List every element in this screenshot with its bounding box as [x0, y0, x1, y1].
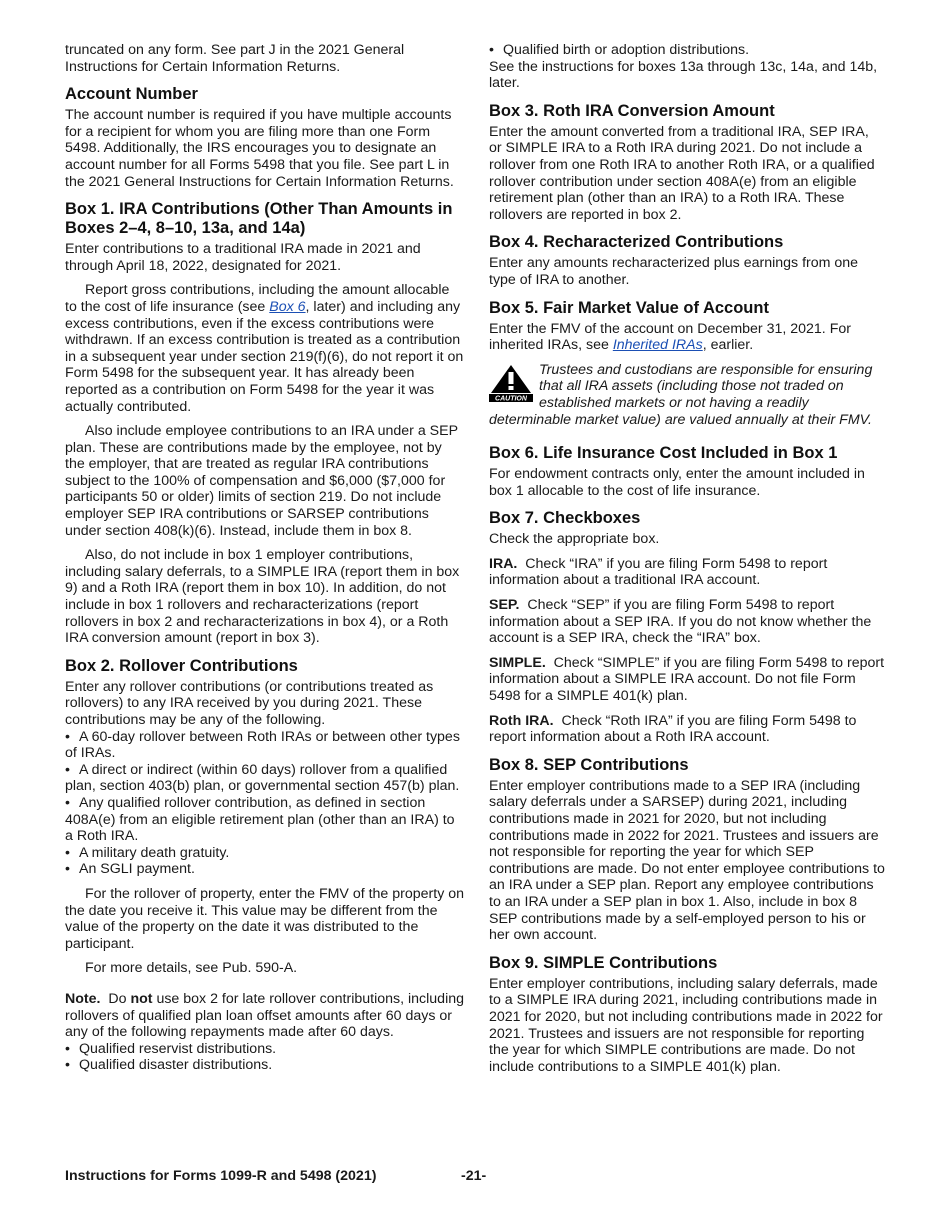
- box2-p2: For the rollover of property, enter the FMV of the property on the date you receive it. This value may be different from the value of the property on the date it was distributed to the participant.: [65, 885, 465, 952]
- box4-heading: Box 4. Recharacterized Contributions: [489, 233, 784, 252]
- box7-item-sep: [489, 597, 885, 647]
- account-number-text: The account number is required if you have multiple accounts for a recipient for whom you are filing more than one Form 5498. Additionally, the IRS encourages you to designate an account number for all Forms 5498 that you file. See part L in the 2021 General Instructions for Certain Information Returns.: [65, 107, 454, 190]
- list-item: • Qualified reservist distributions.: [65, 1040, 277, 1057]
- box1-heading: Box 1. IRA Contributions (Other Than Amounts in Boxes 2–4, 8–10, 13a, and 14a): [65, 200, 453, 238]
- list-item: • A military death gratuity.: [65, 844, 230, 861]
- box8-text: Enter employer contributions made to a SEP IRA (including salary deferrals under a SARSEP) during 2021, including contributions made in 2021 for 2020, but not including contributions made in 2022 for 2021. Trustees and issuers are not responsible for reporting the year for which SEP contributions are made. Do not enter employee contributions to an IRA under a SEP plan. Report any employee contributions to an IRA under a SEP plan in box 1. Also, include in box 8 SEP contributions made by a self-employed person to his or her own account.: [489, 777, 885, 944]
- box1-p2: [65, 282, 465, 415]
- box2-p3: For more details, see Pub. 590-A.: [85, 960, 298, 977]
- list-item-text: An SGLI payment.: [79, 861, 195, 878]
- item-lead: SEP.: [489, 597, 520, 614]
- item-text: Check “Roth IRA” if you are filing Form 5498 to report information about a Roth IRA account.: [489, 712, 857, 746]
- box2-note: [65, 991, 465, 1041]
- box5-text-a: Enter the FMV of the account on December 31, 2021. For inherited IRAs, see: [489, 320, 851, 354]
- box6-text: For endowment contracts only, enter the amount included in box 1 allocable to the cost of life insurance.: [489, 466, 865, 499]
- item-lead: SIMPLE.: [489, 654, 546, 671]
- list-item-text: A military death gratuity.: [79, 844, 230, 861]
- box6-heading: Box 6. Life Insurance Cost Included in Box 1: [489, 444, 838, 463]
- box5-heading: Box 5. Fair Market Value of Account: [489, 298, 769, 317]
- box2-p1: Enter any rollover contributions (or contributions treated as rollovers) to any IRA received by you during 2021. These contributions may be any of the following.: [65, 678, 434, 728]
- list-item-text: Any qualified rollover contribution, as defined in section 408A(e) from an eligible retirement plan (other than an IRA) to a Roth IRA.: [65, 794, 455, 845]
- right-column: [489, 42, 885, 1083]
- box4-text: Enter any amounts recharacterized plus earnings from one type of IRA to another.: [489, 255, 859, 288]
- note-text-a: Do: [108, 990, 131, 1007]
- page-number: -21-: [461, 1168, 487, 1184]
- list-item-text: A 60-day rollover between Roth IRAs or between other types of IRAs.: [65, 728, 460, 762]
- page-footer: [65, 1168, 885, 1185]
- caution-note: [489, 362, 885, 428]
- list-item: • A direct or indirect (within 60 days) rollover from a qualified plan, section 403(b) plan, or governmental section 457(b) plan.: [65, 761, 460, 795]
- note-text-b: use box 2 for late rollover contributions, including rollovers of qualified plan loan offset amounts after 60 days or any of the following repayments made after 60 days.: [65, 990, 465, 1041]
- box7-heading: Box 7. Checkboxes: [489, 509, 641, 528]
- box7-intro: Check the appropriate box.: [489, 531, 660, 548]
- box7-item-simple: [489, 655, 885, 705]
- note-lead: Note.: [65, 990, 101, 1007]
- box6-link[interactable]: Box 6: [269, 298, 306, 315]
- item-lead: IRA.: [489, 555, 518, 572]
- list-item-text: Qualified reservist distributions.: [79, 1040, 277, 1057]
- box1-p4: Also, do not include in box 1 employer contributions, including salary deferrals, to a SIMPLE IRA (report them in box 9) and a Roth IRA (report them in box 10). In addition, do not include in box 1 rollovers and recharacterizations (report rollovers in box 2 and recharacterizations in box 4), or a Roth IRA conversion amount (report in box 3).: [65, 547, 460, 647]
- box1-p1: Enter contributions to a traditional IRA made in 2021 and through April 18, 2022, designated for 2021.: [65, 241, 421, 274]
- box7-item-roth: [489, 713, 885, 746]
- box9-text: Enter employer contributions, including salary deferrals, made to a SIMPLE IRA during 2021, including contributions made in 2021 for 2020, but not including contributions made in 2022 for 2021. Trustees and issuers are not responsible for reporting the year for which SIMPLE contributions are made. Do not include contributions to a SIMPLE 401(k) plan.: [489, 975, 883, 1075]
- inherited-iras-link[interactable]: Inherited IRAs: [612, 337, 703, 354]
- list-item-text: Qualified disaster distributions.: [79, 1057, 273, 1074]
- box9-heading: Box 9. SIMPLE Contributions: [489, 953, 718, 972]
- box5-text-b: , earlier.: [702, 337, 754, 354]
- footer-title: Instructions for Forms 1099-R and 5498 (2021): [65, 1168, 377, 1184]
- note-not: not: [130, 990, 153, 1007]
- list-item: • Qualified disaster distributions.: [65, 1057, 273, 1074]
- caution-text: Trustees and custodians are responsible for ensuring that all IRA assets (including those not traded on established markets or not having a readily determinable market value) are valued annually at their FMV.: [489, 361, 873, 428]
- box1-p2-a: Report gross contributions, including the amount allocable to the cost of life insurance (see: [65, 282, 450, 315]
- list-item: • Any qualified rollover contribution, as defined in section 408A(e) from an eligible retirement plan (other than an IRA) to a Roth IRA.: [65, 794, 455, 845]
- box1-p2-b: , later) and including any excess contributions, even if the excess contributions were withdrawn. If an excess contribution is treated as a contribution in a subsequent year under section 219(f)(6), do not report it on Form 5498 for the subsequent year. It has already been reported as a contribution on Form 5498 for the year it was actually contributed.: [65, 298, 464, 415]
- box2-bullet-list: [65, 729, 465, 878]
- box7-item-ira: [489, 556, 885, 589]
- box5-text: [489, 321, 885, 354]
- intro-text: truncated on any form. See part J in the 2021 General Instructions for Certain Information Returns.: [65, 42, 405, 75]
- list-item-text: A direct or indirect (within 60 days) rollover from a qualified plan, section 403(b) plan, or governmental section 457(b) plan.: [65, 761, 460, 795]
- item-text: Check “SIMPLE” if you are filing Form 5498 to report information about a SIMPLE IRA account. Do not file Form 5498 for a SIMPLE 401(k) plan.: [489, 654, 885, 705]
- list-item: • A 60-day rollover between Roth IRAs or between other types of IRAs.: [65, 728, 460, 762]
- box1-p3: Also include employee contributions to an IRA under a SEP plan. These are contributions made by the employee, not by the employer, that are treated as regular IRA contributions subject to the 100% of compensation and $6,000 ($7,000 for participants 50 or older) limits of section 219. Do not include employer SEP IRA contributions or SARSEP contributions under section 408(k)(6). Instead, include them in box 8.: [65, 423, 458, 539]
- item-text: Check “IRA” if you are filing Form 5498 to report information about a traditional IRA account.: [489, 555, 828, 589]
- left-column: [65, 42, 465, 1074]
- box3-heading: Box 3. Roth IRA Conversion Amount: [489, 101, 775, 120]
- continued-text: See the instructions for boxes 13a through 13c, 14a, and 14b, later.: [489, 58, 878, 92]
- list-item: • An SGLI payment.: [65, 861, 195, 878]
- list-item-text: Qualified birth or adoption distributions.: [503, 42, 750, 58]
- box2-heading: Box 2. Rollover Contributions: [65, 656, 298, 675]
- item-lead: Roth IRA.: [489, 712, 554, 729]
- box8-heading: Box 8. SEP Contributions: [489, 755, 689, 774]
- caution-label: CAUTION: [495, 395, 527, 402]
- list-item: • Qualified birth or adoption distributions.: [489, 42, 750, 58]
- item-text: Check “SEP” if you are filing Form 5498 to report information about a SEP IRA. If you do not know whether the account is a SEP IRA, check the “IRA” box.: [489, 597, 872, 647]
- caution-icon: [489, 364, 533, 402]
- account-number-heading: Account Number: [65, 85, 198, 104]
- box3-text: Enter the amount converted from a traditional IRA, SEP IRA, or SIMPLE IRA to a Roth IRA during 2021. Do not include a rollover from one Roth IRA to another Roth IRA, or a qualified rollover contribution under section 408A(e) from an eligible retirement plan (other than an IRA) to a Roth IRA. These rollovers are reported in box 2.: [489, 123, 875, 223]
